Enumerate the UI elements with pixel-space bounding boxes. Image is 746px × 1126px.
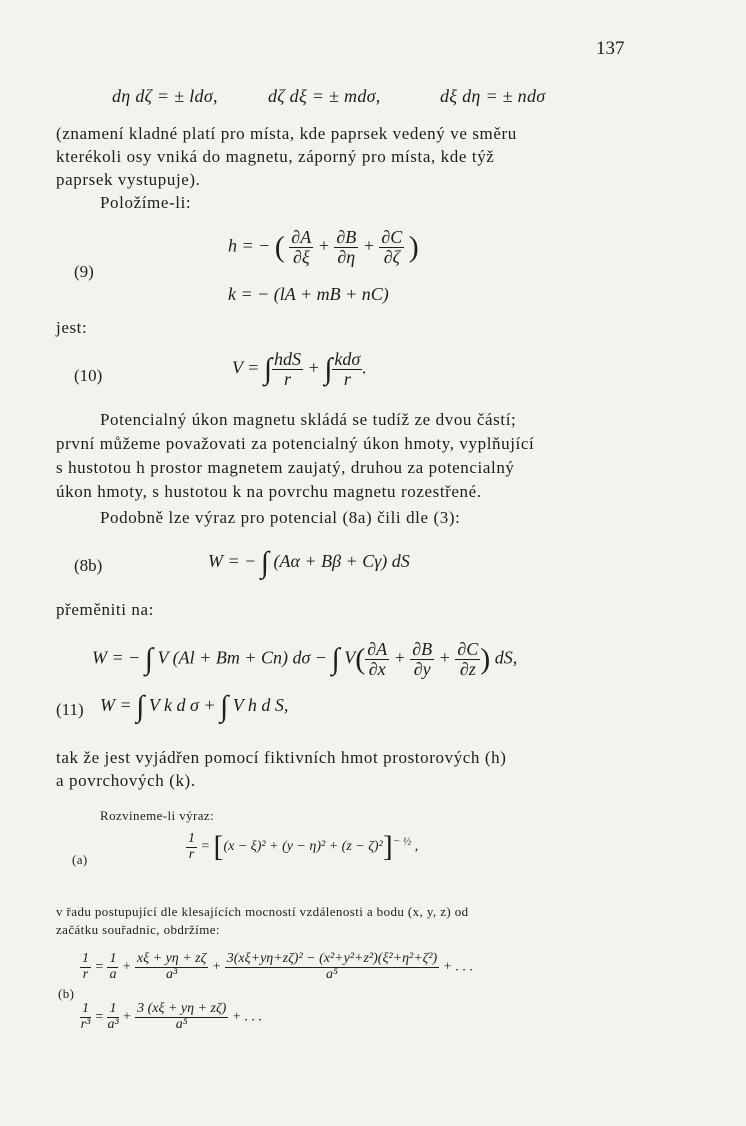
paragraph5-line: začátku souřadnic, obdržíme: [56,922,220,937]
paragraph1-line: paprsek vystupuje). [56,170,201,189]
equation-label-9: (9) [74,262,94,281]
paragraph5-line: v řadu postupující dle klesajících mocností vzdálenosti a bodu (x, y, z) od [56,904,469,919]
equation-10: V = ∫ $\frac{\text{hdS}}{r}$ + ∫ $\frac{\text{kdσ}}{r}$ . [232,349,367,389]
equation-label-8b: (8b) [74,556,103,575]
paragraph1-line: kterékoli osy vniká do magnetu, záporný pro místa, kde týž [56,147,495,166]
paragraph4-line: a povrchových (k). [56,771,196,790]
eq9-h-lhs: h = − [228,235,271,256]
paragraph2-line: Potencialný úkon magnetu skládá se tudíž ze dvou částí; [100,410,517,429]
paragraph4-line: tak že jest vyjádřen pomocí fiktivních hmot prostorových (h) [56,748,507,767]
rozvineme-label: Rozvineme-li výraz: [100,808,215,823]
paragraph2-line: úkon hmoty, s hustotou k na povrchu magnetu rozestřené. [56,482,482,501]
equation-9-k: k = − (lA + mB + nC) [228,284,389,304]
paragraph1-line: (znamení kladné platí pro místa, kde paprsek vedený ve směru [56,124,517,143]
equation-label-11: (11) [56,700,84,719]
equation-b-line2: $\frac{1}{\text{r³}}$ = $\frac{1}{\text{a³}}$ + $\frac{3 (x\xi + y\eta + z\zeta)}{\text{a⁵}}$ + . . . [80,1001,263,1032]
paragraph2-line: s hustotou h prostor magnetem zaujatý, druhou za potencialný [56,458,515,477]
equation-dζ-dξ: dζ dξ = ± mdσ, [268,86,381,106]
equation-a: $\frac{1}{r}$ = $[(x - \xi)^2 + (y - \eta)^2 + (z - \zeta)^2]^{- \frac{1}{2}}$ , [188,830,419,863]
equation-11: W = ∫ V k d σ + ∫ V h d S, [100,690,289,723]
equation-dη-dζ: dη dζ = ± ldσ, [112,86,218,106]
paragraph2-line: první můžeme považovati za potencialný úkon hmoty, vyplňující [56,434,535,453]
equation-9-h: h = − ( $\frac{\partial A}{\partial\xi}$ + $\frac{\partial B}{\partial\eta}$ + $\frac{\partial C}{\partial\zeta}$ ) [228,227,419,267]
eq9-term: $\frac{\partial A}{\partial\xi}$ [291,227,312,267]
equation-8b: W = − ∫ (Aα + Bβ + Cγ) dS [208,546,410,579]
equation-dξ-dη: dξ dη = ± ndσ [440,86,546,106]
jest-label: jest: [56,318,88,337]
equation-label-b: (b) [58,986,75,1001]
page-number: 137 [596,38,625,59]
equation-b-line1: $\frac{1}{r}$ = $\frac{1}{a}$ + $\frac{x\xi + y\eta + z\zeta}{\text{a³}}$ + $\frac{\text{3(xξ+yη+zζ)² − (x²+y²+z²)(ξ²+η²+ζ²)}}{\text{a⁵}}$ + . . . [82,951,474,982]
eq9-term: $\frac{\partial C}{\partial\zeta}$ [381,227,403,267]
premeniti-label: přeměniti na: [56,600,154,619]
equation-label-10: (10) [74,366,103,385]
equation-w-expanded: W = − ∫ V (Al + Bm + Cn) dσ − ∫ V( $\frac{\partial A}{\partial x}$ + $\frac{\partial B}{\partial y}$ + $\frac{\partial C}{\partial z}$ ) dS, [92,639,518,679]
intro-polozime: Položíme-li: [100,193,192,212]
eq9-term: $\frac{\partial B}{\partial\eta}$ [336,227,357,267]
paragraph3: Podobně lze výraz pro potencial (8a) čili dle (3): [100,508,461,527]
equation-label-a: (a) [72,852,88,867]
